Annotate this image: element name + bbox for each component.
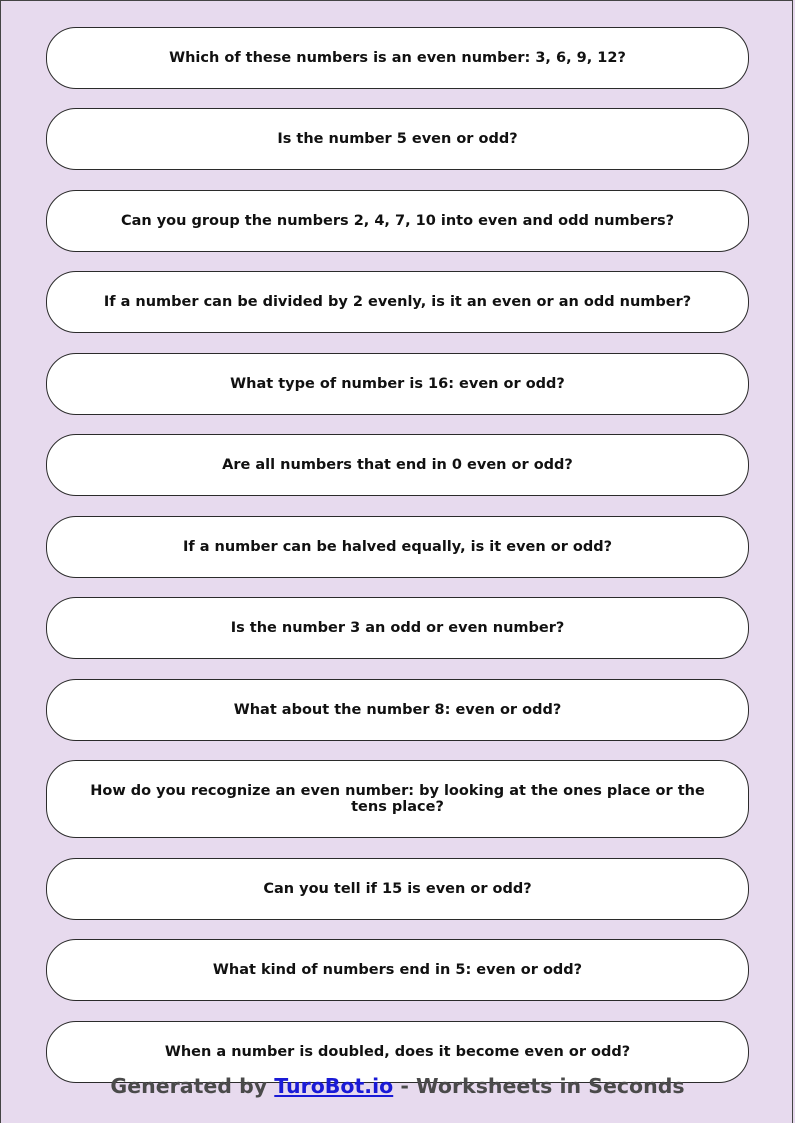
question-card-9: What about the number 8: even or odd? (46, 679, 749, 741)
question-card-7: If a number can be halved equally, is it even or odd? (46, 516, 749, 578)
footer-credit (0, 1074, 795, 1098)
question-card-12: What kind of numbers end in 5: even or odd? (46, 939, 749, 1001)
turobot-link[interactable]: TuroBot.io (274, 1074, 394, 1098)
question-card-8: Is the number 3 an odd or even number? (46, 597, 749, 659)
question-card-10: How do you recognize an even number: by looking at the ones place or the tens place? (46, 760, 749, 838)
footer-prefix: Generated by (110, 1074, 275, 1098)
question-card-1: Which of these numbers is an even number: 3, 6, 9, 12? (46, 27, 749, 89)
footer-suffix: - Worksheets in Seconds (393, 1074, 685, 1098)
question-card-4: If a number can be divided by 2 evenly, is it an even or an odd number? (46, 271, 749, 333)
question-card-13: When a number is doubled, does it become even or odd? (46, 1021, 749, 1083)
question-card-6: Are all numbers that end in 0 even or odd? (46, 434, 749, 496)
question-card-3: Can you group the numbers 2, 4, 7, 10 into even and odd numbers? (46, 190, 749, 252)
question-card-5: What type of number is 16: even or odd? (46, 353, 749, 415)
question-card-11: Can you tell if 15 is even or odd? (46, 858, 749, 920)
question-card-2: Is the number 5 even or odd? (46, 108, 749, 170)
